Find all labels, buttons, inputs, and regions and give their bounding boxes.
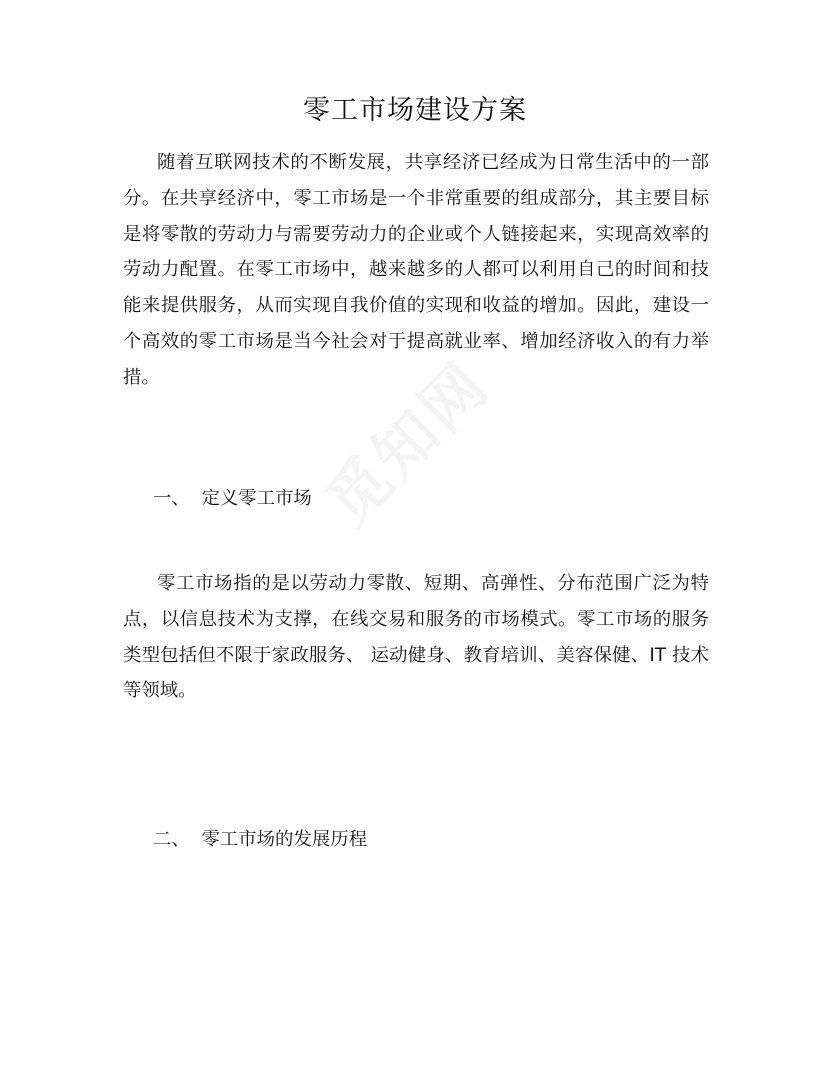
section-heading-definition: 一、 定义零工市场 [153,488,312,509]
section-heading-history: 二、 零工市场的发展历程 [153,829,367,850]
intro-paragraph: 随着互联网技术的不断发展，共享经济已经成为日常生活中的一部分。在共享经济中，零工市场是一个非常重要的组成部分，其主要目标是将零散的劳动力与需要劳动力的企业或个人链接起来，实现高效率的劳动力配置。在零工市场中，越来越多的人都可以利用自己的时间和技能来提供服务，从而实现自我价值的实现和收益的增加。因此，建设一个高效的零工市场是当今社会对于提高就业率、增加经济收入的有力举措。 [123,152,709,388]
definition-paragraph: 零工市场指的是以劳动力零散、短期、高弹性、分布范围广泛为特点，以信息技术为支撑，在线交易和服务的市场模式。零工市场的服务类型包括但不限于家政服务、 运动健身、教育培训、美容保健、IT 技术等领域。 [123,573,709,702]
document-title: 零工市场建设方案 [303,95,527,126]
